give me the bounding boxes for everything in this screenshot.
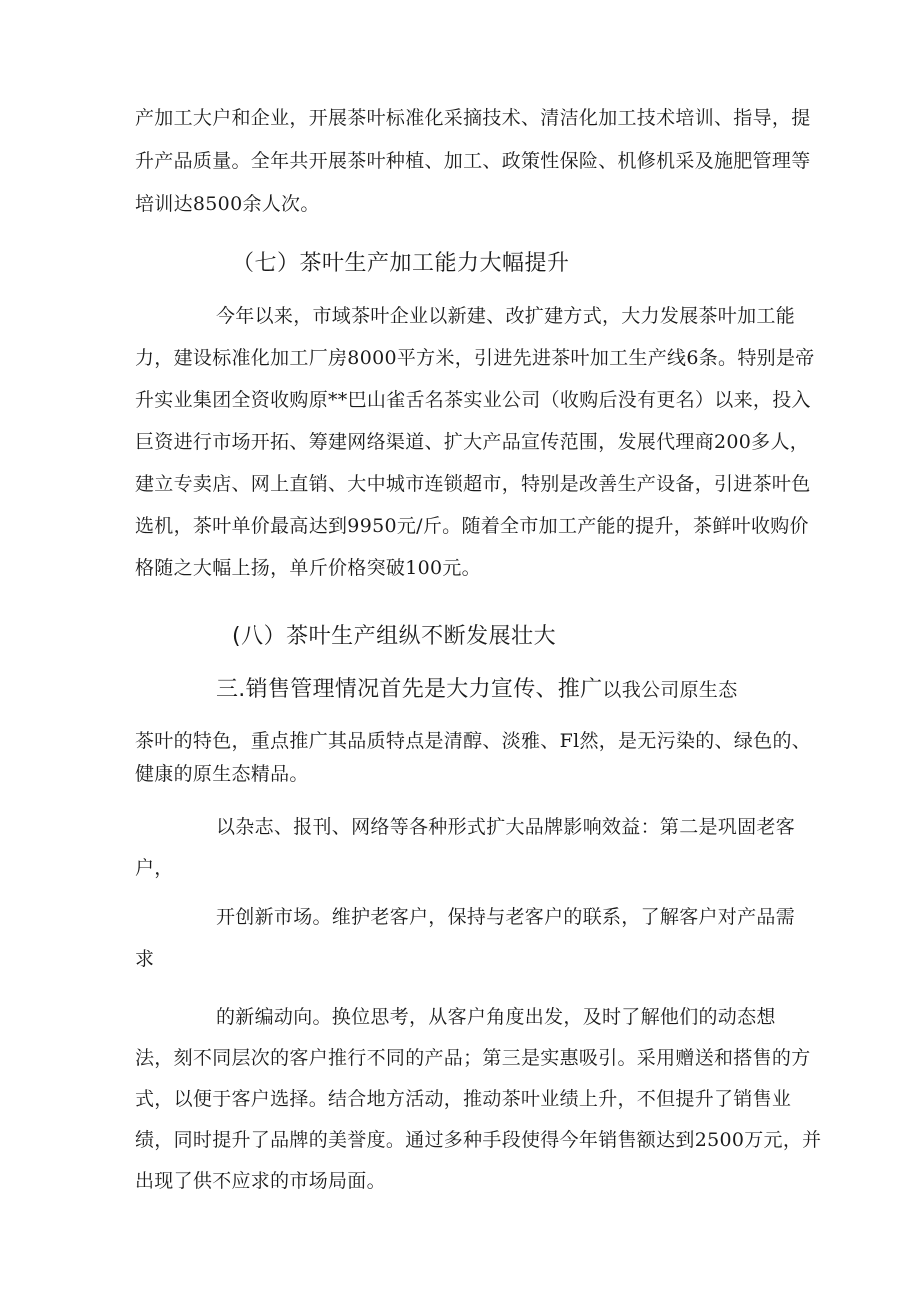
section-3-d-line-1: 的新编动向。换位思考，从客户角度出发，及时了解他们的动态想 (216, 1006, 776, 1028)
intro-line-1: 产加工大户和企业，开展茶叶标准化采摘技术、清洁化加工技术培训、指导，提 (135, 107, 811, 129)
section-7-line-2: 力，建设标准化加工厂房8000平方米，引进先进茶叶加工生产线6条。特别是帝 (135, 347, 815, 369)
section-3-d-line-3: 式，以便于客户选择。结合地方活动，推动茶叶业绩上升，不但提升了销售业 (135, 1088, 792, 1110)
section-7-line-6: 选机，茶叶单价最高达到9950元/斤。随着全市加工产能的提升，茶鲜叶收购价 (135, 515, 809, 537)
section-3-d-line-5: 出现了供不应求的市场局面。 (135, 1170, 386, 1192)
section-3-d-line-4: 绩，同时提升了品牌的美誉度。通过多种手段使得今年销售额达到2500万元，并 (135, 1129, 822, 1151)
section-7-line-7: 格随之大幅上扬，单斤价格突破100元。 (135, 557, 481, 579)
intro-line-3: 培训达8500余人次。 (135, 193, 320, 215)
section-3-b-line-2: 户， (135, 857, 174, 879)
section-8-heading: (八）茶叶生产组纵不断发展壮大 (232, 624, 557, 649)
section-3-heading-tail: 以我公司原生态 (602, 679, 738, 701)
intro-line-2: 升产品质量。全年共开展茶叶种植、加工、政策性保险、机修机采及施肥管理等 (135, 150, 811, 172)
section-3-a-line-2: 健康的原生态精品。 (135, 763, 309, 785)
section-3-heading: 三.销售管理情况首先是大力宣传、推广 (216, 677, 603, 702)
section-7-heading: （七）茶叶生产加工能力大幅提升 (232, 251, 570, 276)
section-7-line-1: 今年以来，市域茶叶企业以新建、改扩建方式，大力发展茶叶加工能 (216, 305, 796, 327)
section-7-line-5: 建立专卖店、网上直销、大中城市连锁超市，特别是改善生产设备，引进茶叶色 (135, 473, 811, 495)
section-3-heading-line (216, 676, 738, 704)
section-3-b-line-1: 以杂志、报刊、网络等各种形式扩大品牌影响效益：第二是巩固老客 (216, 816, 796, 838)
section-3-d-line-2: 法，刻不同层次的客户推行不同的产品；第三是实惠吸引。采用赠送和搭售的方 (135, 1047, 811, 1069)
section-3-a-line-1: 茶叶的特色，重点推广其品质特点是清醇、淡雅、Fl然，是无污染的、绿色的、 (135, 730, 812, 752)
section-3-c-line-1: 开创新市场。维护老客户，保持与老客户的联系，了解客户对产品需 (216, 906, 796, 928)
section-3-c-line-2: 求 (135, 948, 155, 970)
section-7-line-4: 巨资进行市场开拓、筹建网络渠道、扩大产品宣传范围，发展代理商200多人， (135, 431, 810, 453)
section-7-line-3: 升实业集团全资收购原**巴山雀舌名茶实业公司（收购后没有更名）以来，投入 (135, 389, 811, 411)
